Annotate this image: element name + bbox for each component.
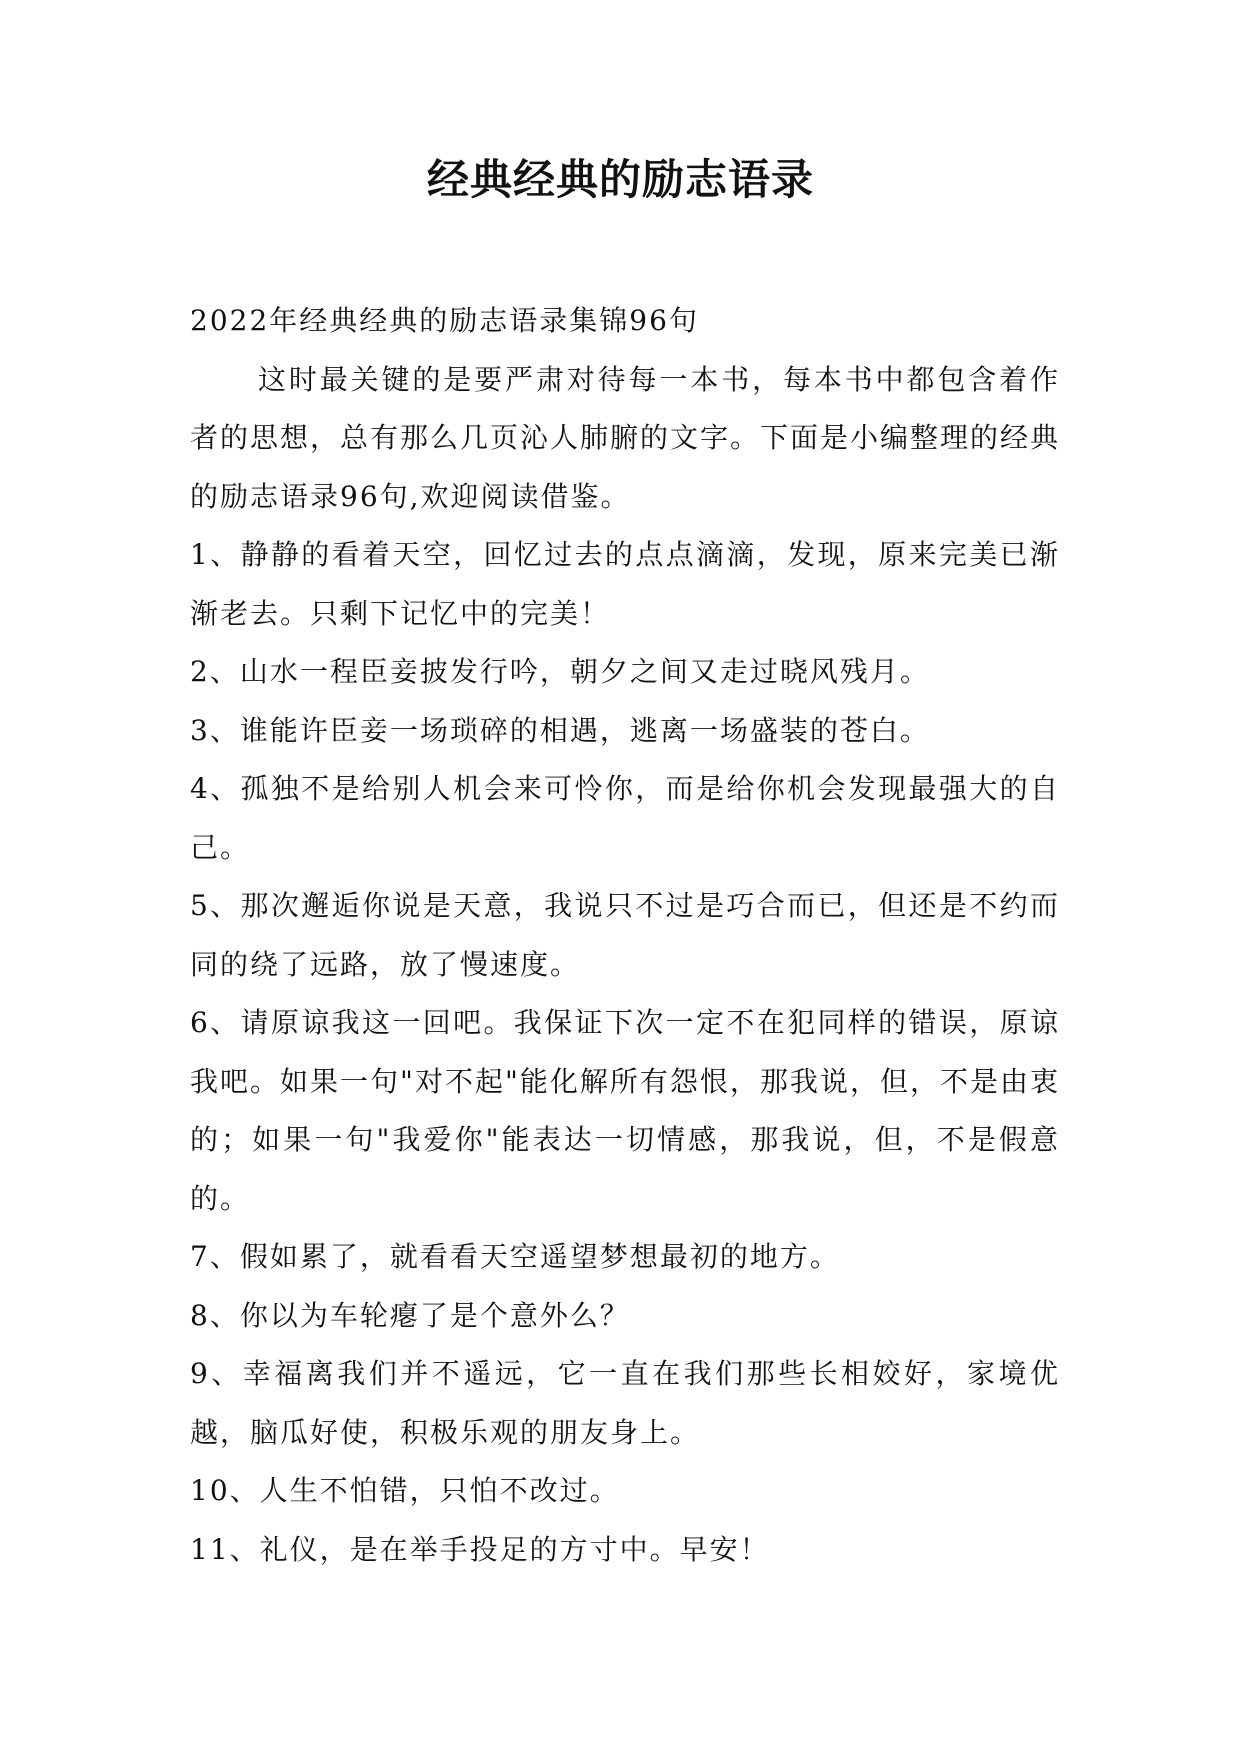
quote-item: 1、静静的看着天空，回忆过去的点点滴滴，发现，原来完美已渐渐老去。只剩下记忆中的完美！: [190, 538, 1060, 630]
document-subtitle: 2022年经典经典的励志语录集锦96句: [190, 304, 699, 337]
quote-item: 3、谁能许臣妾一场琐碎的相遇，逃离一场盛装的苍白。: [190, 713, 930, 747]
quote-item: 2、山水一程臣妾披发行吟，朝夕之间又走过晓风残月。: [190, 655, 930, 688]
document-title: 经典经典的励志语录: [426, 155, 814, 204]
quote-item: 4、孤独不是给别人机会来可怜你，而是给你机会发现最强大的自己。: [190, 772, 1060, 864]
quote-item: 10、人生不怕错，只怕不改过。: [190, 1474, 620, 1507]
quote-item: 11、礼仪，是在举手投足的方寸中。早安！: [190, 1532, 770, 1566]
quote-item: 6、请原谅我这一回吧。我保证下次一定不在犯同样的错误，原谅我吧。如果一句"对不起"能化解所有怨恨，那我说，但，不是由衷的；如果一句"我爱你"能表达一切情感，那我说，但，不是假意的。: [190, 1006, 1060, 1215]
quote-item: 5、那次邂逅你说是天意，我说只不过是巧合而已，但还是不约而同的绕了远路，放了慢速度。: [190, 889, 1060, 981]
quote-item: 8、你以为车轮瘪了是个意外么？: [190, 1298, 630, 1332]
document-body: [190, 292, 1060, 1579]
quote-item: 9、幸福离我们并不遥远，它一直在我们那些长相姣好，家境优越，脑瓜好使，积极乐观的朋友身上。: [190, 1357, 1060, 1449]
intro-paragraph: 这时最关键的是要严肃对待每一本书，每本书中都包含着作者的思想，总有那么几页沁人肺腑的文字。下面是小编整理的经典的励志语录96句,欢迎阅读借鉴。: [190, 362, 1061, 513]
quote-item: 7、假如累了，就看看天空遥望梦想最初的地方。: [190, 1240, 840, 1273]
